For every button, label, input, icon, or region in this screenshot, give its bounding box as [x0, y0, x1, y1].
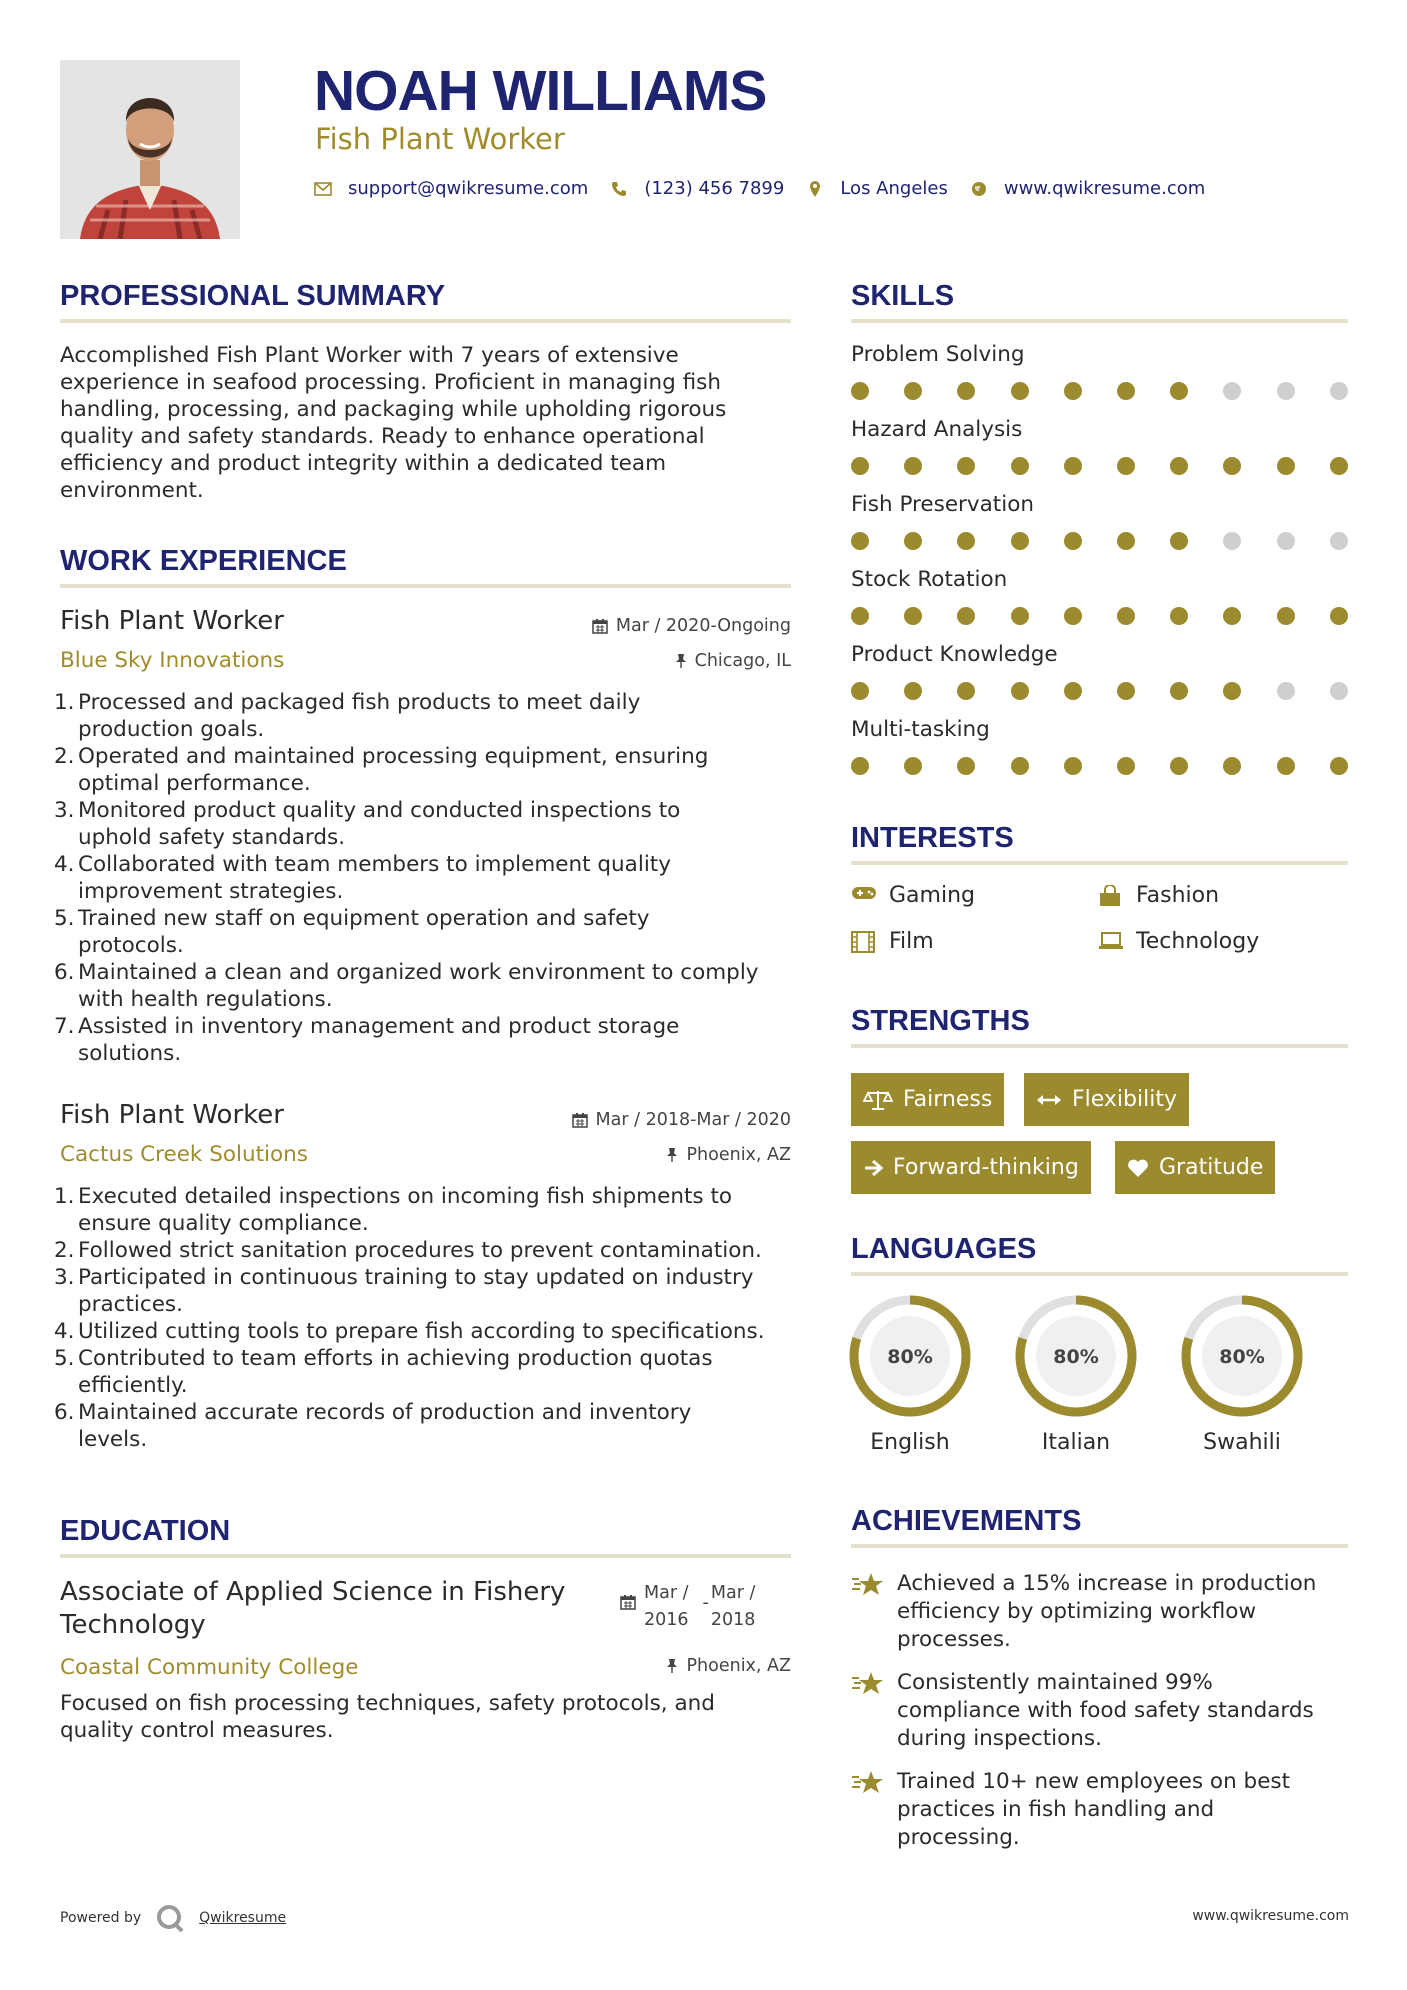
- skill-rating: [851, 757, 1348, 775]
- skill-dot-filled: [1277, 457, 1295, 475]
- skill-dot-filled: [1330, 607, 1348, 625]
- interests-heading: INTERESTS: [851, 822, 1014, 854]
- qwikresume-logo-icon: [155, 1904, 185, 1932]
- job-location-text: Phoenix, AZ: [686, 1145, 791, 1165]
- degree-line: Technology: [60, 1610, 206, 1640]
- pushpin-icon: [675, 653, 687, 669]
- skill-dot-filled: [1117, 457, 1135, 475]
- candidate-name: NOAH WILLIAMS: [314, 59, 767, 123]
- interest-label: Technology: [1136, 929, 1260, 954]
- skill-dot-filled: [851, 382, 869, 400]
- achievement-item: [851, 1570, 1347, 1654]
- ring-percent-label: 80%: [1053, 1346, 1099, 1368]
- footer-site[interactable]: www.qwikresume.com: [1192, 1908, 1349, 1924]
- list-item: 4. Collaborated with team members to implement quality improvement strategies.: [54, 852, 671, 904]
- film-icon: [851, 931, 877, 953]
- calendar-icon: [592, 618, 608, 634]
- job-date-text: Mar / 2018-Mar / 2020: [595, 1110, 791, 1130]
- calendar-icon: [572, 1112, 588, 1128]
- envelope-icon: [314, 180, 332, 198]
- skill-dot-filled: [904, 757, 922, 775]
- achievement-item: [851, 1768, 1347, 1852]
- contact-location: [806, 178, 948, 199]
- summary-text: [60, 342, 726, 504]
- degree-title: [60, 1576, 565, 1642]
- skill-rating: [851, 457, 1348, 475]
- heart-icon: [1127, 1158, 1149, 1178]
- skill-rating: [851, 682, 1348, 700]
- skill-dot-filled: [904, 532, 922, 550]
- skill-dot-filled: [1330, 457, 1348, 475]
- experience-divider: [60, 584, 791, 588]
- education-location-text: Phoenix, AZ: [686, 1656, 791, 1676]
- map-pin-icon: [806, 180, 824, 198]
- skill-dot-filled: [1223, 682, 1241, 700]
- experience-heading: WORK EXPERIENCE: [60, 545, 347, 577]
- contact-email[interactable]: [314, 178, 588, 199]
- job-location: [675, 651, 791, 671]
- summary-line: experience in seafood processing. Proficient in managing fish: [60, 370, 721, 395]
- skill-dot-empty: [1330, 682, 1348, 700]
- skill-dot-filled: [1170, 382, 1188, 400]
- skill-dot-empty: [1223, 382, 1241, 400]
- email-text: support@qwikresume.com: [348, 178, 589, 199]
- star-award-icon: [851, 1570, 885, 1654]
- powered-by-label: Powered by: [60, 1910, 142, 1926]
- ring-percent-label: 80%: [887, 1346, 933, 1368]
- interest-technology: [1098, 929, 1259, 954]
- education-start: Mar / 2016: [644, 1583, 689, 1630]
- summary-line: environment.: [60, 478, 204, 503]
- skill-dot-filled: [1011, 457, 1029, 475]
- achievements-heading: ACHIEVEMENTS: [851, 1505, 1082, 1537]
- summary-line: quality and safety standards. Ready to enhance operational: [60, 424, 705, 449]
- skill-dot-filled: [851, 457, 869, 475]
- skill-dot-filled: [1117, 532, 1135, 550]
- skill-label: Product Knowledge: [851, 642, 1058, 667]
- skill-dot-filled: [1223, 457, 1241, 475]
- strength-gratitude: [1115, 1141, 1275, 1194]
- list-item: 1. Executed detailed inspections on incoming fish shipments to ensure quality compliance.: [54, 1184, 733, 1236]
- job-bullets: [54, 1183, 765, 1453]
- skill-dot-filled: [1064, 382, 1082, 400]
- skill-rating: [851, 607, 1348, 625]
- interest-fashion: [1098, 883, 1219, 908]
- job-date: [572, 1110, 791, 1130]
- skill-label: Multi-tasking: [851, 717, 990, 742]
- list-item: 5. Trained new staff on equipment operation and safety protocols.: [54, 906, 650, 958]
- skill-dot-filled: [1064, 607, 1082, 625]
- star-award-icon: [851, 1768, 885, 1852]
- strengths-divider: [851, 1044, 1348, 1048]
- phone-text: (123) 456 7899: [644, 178, 785, 199]
- skill-dot-filled: [904, 607, 922, 625]
- skill-dot-filled: [957, 757, 975, 775]
- skill-dot-filled: [1011, 382, 1029, 400]
- footer-powered: [60, 1904, 286, 1932]
- skill-dot-filled: [957, 457, 975, 475]
- education-description: Focused on fish processing techniques, safety protocols, and quality control measures.: [60, 1691, 715, 1743]
- list-item: 3. Monitored product quality and conducted inspections to uphold safety standards.: [54, 798, 681, 850]
- list-item: 1. Processed and packaged fish products to meet daily production goals.: [54, 690, 641, 742]
- shopping-bag-icon: [1098, 885, 1124, 907]
- globe-icon: [970, 180, 988, 198]
- skill-dot-empty: [1277, 382, 1295, 400]
- skill-dot-filled: [957, 382, 975, 400]
- interest-film: [851, 929, 934, 954]
- job-company: Cactus Creek Solutions: [60, 1142, 309, 1167]
- strength-label: Forward-thinking: [893, 1155, 1079, 1180]
- interests-divider: [851, 861, 1348, 865]
- skill-dot-filled: [1064, 757, 1082, 775]
- skill-dot-filled: [1011, 607, 1029, 625]
- interest-label: Gaming: [889, 883, 975, 908]
- strength-label: Flexibility: [1072, 1087, 1177, 1112]
- strength-label: Gratitude: [1159, 1155, 1264, 1180]
- skill-label: Problem Solving: [851, 342, 1025, 367]
- skill-dot-filled: [957, 532, 975, 550]
- job-bullets: [54, 689, 759, 1067]
- skill-dot-empty: [1330, 532, 1348, 550]
- pushpin-icon: [666, 1147, 678, 1163]
- strength-forward-thinking: [851, 1141, 1091, 1194]
- phone-icon: [610, 180, 628, 198]
- skill-dot-empty: [1223, 532, 1241, 550]
- skill-dot-filled: [1117, 607, 1135, 625]
- skill-dot-filled: [1223, 757, 1241, 775]
- skill-dot-filled: [1064, 457, 1082, 475]
- skill-dot-filled: [1170, 532, 1188, 550]
- job-date-text: Mar / 2020-Ongoing: [615, 616, 791, 636]
- summary-line: handling, processing, and packaging while upholding rigorous: [60, 397, 727, 422]
- job-location: [666, 1145, 791, 1165]
- star-award-icon: [851, 1669, 885, 1753]
- arrows-horizontal-icon: [1036, 1093, 1062, 1107]
- language-name: English: [870, 1430, 950, 1455]
- skill-dot-filled: [851, 682, 869, 700]
- skill-dot-filled: [1117, 757, 1135, 775]
- skill-dot-filled: [904, 682, 922, 700]
- job-title: Fish Plant Worker: [60, 606, 284, 636]
- location-text: Los Angeles: [840, 178, 948, 199]
- skill-label: Stock Rotation: [851, 567, 1008, 592]
- education-divider: [60, 1554, 791, 1558]
- skills-divider: [851, 319, 1348, 323]
- skill-dot-filled: [1011, 532, 1029, 550]
- profile-photo: [60, 60, 240, 239]
- skill-dot-empty: [1277, 532, 1295, 550]
- contact-phone[interactable]: [610, 178, 784, 199]
- skill-dot-filled: [1277, 607, 1295, 625]
- achievement-text: Trained 10+ new employees on best practices in fish handling and processing.: [897, 1769, 1291, 1850]
- job-location-text: Chicago, IL: [694, 651, 791, 671]
- achievements-divider: [851, 1544, 1348, 1548]
- skill-dot-filled: [904, 382, 922, 400]
- date-separator: -: [702, 1593, 709, 1613]
- skill-label: Fish Preservation: [851, 492, 1034, 517]
- skill-dot-empty: [1277, 682, 1295, 700]
- list-item: 5. Contributed to team efforts in achieving production quotas efficiently.: [54, 1346, 713, 1398]
- ring-percent-label: 80%: [1219, 1346, 1265, 1368]
- balance-scale-icon: [863, 1089, 893, 1111]
- skill-dot-filled: [1330, 757, 1348, 775]
- list-item: 7. Assisted in inventory management and product storage solutions.: [54, 1014, 680, 1066]
- list-item: 3. Participated in continuous training to stay updated on industry practices.: [54, 1265, 754, 1317]
- strength-flexibility: [1024, 1073, 1189, 1126]
- skill-dot-filled: [1170, 682, 1188, 700]
- list-item: 2. Operated and maintained processing equipment, ensuring optimal performance.: [54, 744, 709, 796]
- languages-heading: LANGUAGES: [851, 1233, 1037, 1265]
- summary-line: efficiency and product integrity within a dedicated team: [60, 451, 667, 476]
- degree-line: Associate of Applied Science in Fishery: [60, 1577, 566, 1607]
- skill-dot-filled: [957, 682, 975, 700]
- job-company: Blue Sky Innovations: [60, 648, 285, 673]
- list-item: 2. Followed strict sanitation procedures to prevent contamination.: [54, 1238, 762, 1263]
- strengths-heading: STRENGTHS: [851, 1005, 1030, 1037]
- skill-dot-filled: [1064, 532, 1082, 550]
- contact-bar: [314, 178, 1227, 199]
- skill-dot-filled: [1170, 607, 1188, 625]
- language-name: Swahili: [1203, 1430, 1281, 1455]
- skill-dot-filled: [851, 532, 869, 550]
- achievement-text: Achieved a 15% increase in production efficiency by optimizing workflow processes.: [897, 1571, 1317, 1652]
- skill-dot-filled: [1117, 382, 1135, 400]
- skill-dot-filled: [1170, 757, 1188, 775]
- job-date: [592, 616, 791, 636]
- language-ring: [1180, 1294, 1304, 1418]
- skill-rating: [851, 532, 1348, 550]
- website-text: www.qwikresume.com: [1003, 178, 1206, 199]
- skill-dot-filled: [851, 757, 869, 775]
- skill-dot-filled: [1117, 682, 1135, 700]
- arrow-right-icon: [863, 1159, 883, 1177]
- list-item: 6. Maintained accurate records of production and inventory levels.: [54, 1400, 692, 1452]
- education-end: Mar / 2018: [710, 1583, 756, 1630]
- skill-dot-filled: [1011, 682, 1029, 700]
- skill-dot-filled: [851, 607, 869, 625]
- skill-rating: [851, 382, 1348, 400]
- contact-website[interactable]: [970, 178, 1205, 199]
- education-location: [666, 1656, 791, 1676]
- languages-divider: [851, 1272, 1348, 1276]
- interest-label: Fashion: [1136, 883, 1220, 908]
- school-name: Coastal Community College: [60, 1655, 359, 1680]
- skill-label: Hazard Analysis: [851, 417, 1023, 442]
- skill-dot-filled: [1011, 757, 1029, 775]
- skill-dot-filled: [1170, 457, 1188, 475]
- education-heading: EDUCATION: [60, 1515, 231, 1547]
- job-title: Fish Plant Worker: [60, 1100, 284, 1130]
- skill-dot-filled: [1223, 607, 1241, 625]
- interest-gaming: [851, 883, 975, 908]
- achievement-item: [851, 1669, 1347, 1753]
- language-ring: [848, 1294, 972, 1418]
- skill-dot-filled: [1064, 682, 1082, 700]
- list-item: 6. Maintained a clean and organized work environment to comply with health regulations.: [54, 960, 759, 1012]
- pushpin-icon: [666, 1658, 678, 1674]
- interest-label: Film: [889, 929, 934, 954]
- calendar-icon: [620, 1594, 636, 1610]
- brand-link[interactable]: Qwikresume: [199, 1910, 287, 1926]
- skill-dot-filled: [1277, 757, 1295, 775]
- skill-dot-empty: [1330, 382, 1348, 400]
- language-name: Italian: [1041, 1430, 1111, 1455]
- language-ring: [1014, 1294, 1138, 1418]
- achievement-text: Consistently maintained 99% compliance with food safety standards during inspections.: [897, 1670, 1314, 1751]
- skill-dot-filled: [904, 457, 922, 475]
- summary-heading: PROFESSIONAL SUMMARY: [60, 280, 446, 312]
- summary-divider: [60, 319, 791, 323]
- gamepad-icon: [851, 885, 877, 907]
- skills-heading: SKILLS: [851, 280, 955, 312]
- skill-dot-filled: [957, 607, 975, 625]
- summary-line: Accomplished Fish Plant Worker with 7 years of extensive: [60, 343, 679, 368]
- education-date: [620, 1580, 755, 1634]
- list-item: 4. Utilized cutting tools to prepare fish according to specifications.: [54, 1319, 765, 1344]
- strength-fairness: [851, 1073, 1004, 1126]
- laptop-icon: [1098, 931, 1124, 953]
- candidate-title: Fish Plant Worker: [315, 122, 565, 156]
- strength-label: Fairness: [903, 1087, 993, 1112]
